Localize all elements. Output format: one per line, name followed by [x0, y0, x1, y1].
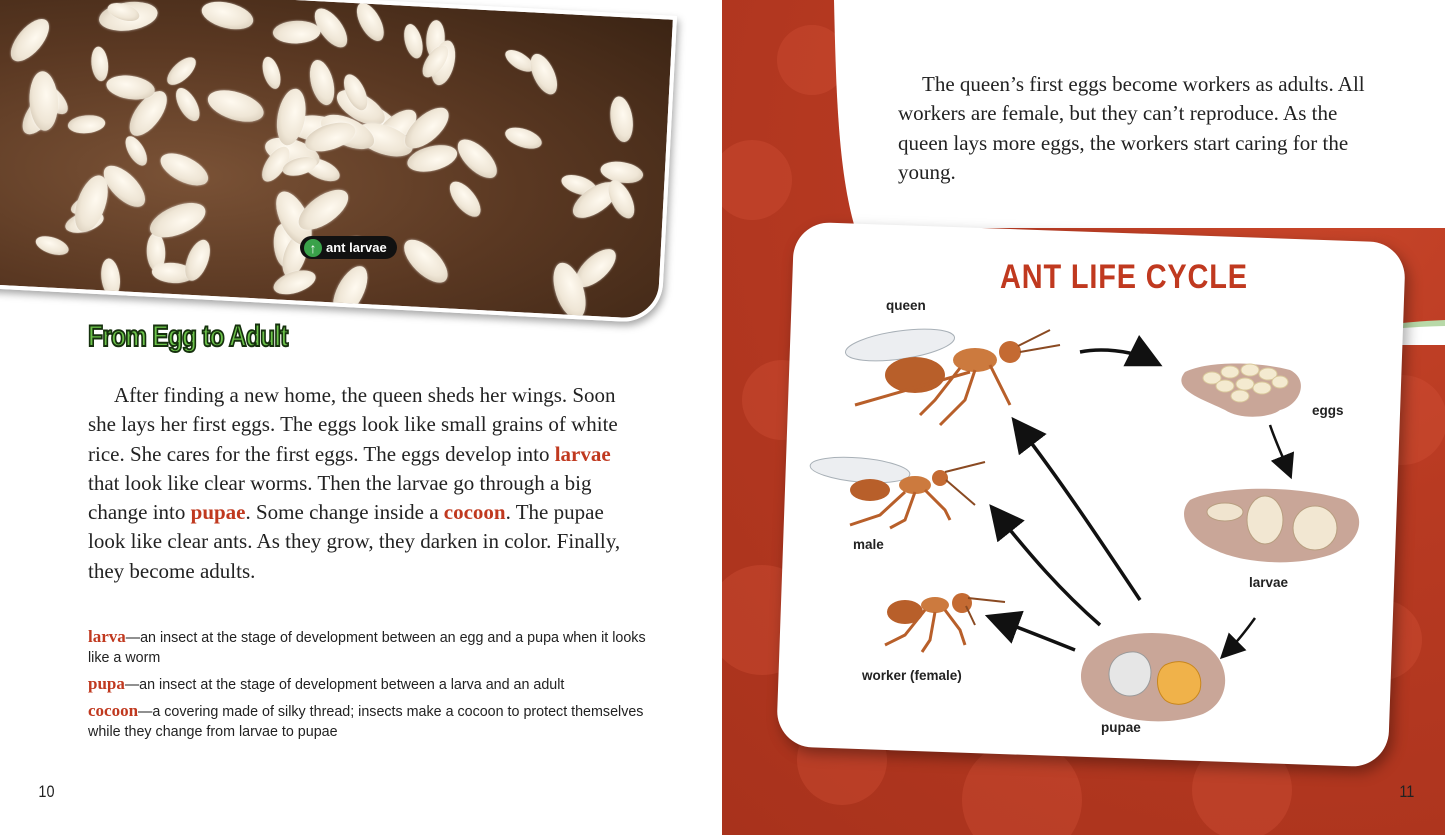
glossary-definition: —an insect at the stage of development between a larva and an adult [124, 677, 565, 693]
male-ant-icon [809, 454, 985, 528]
arrow-pupae-to-worker [998, 620, 1075, 650]
highlighted-term: cocoon [443, 500, 506, 525]
label-eggs: eggs [1312, 403, 1344, 418]
arrow-pupae-to-male [998, 515, 1100, 625]
paragraph-segment: . Some change inside a [245, 500, 444, 525]
highlighted-term: pupae [190, 500, 246, 525]
photo-caption-text: ant larvae [326, 240, 387, 255]
pupae-icon [1081, 633, 1225, 721]
label-worker: worker (female) [862, 668, 962, 683]
glossary-definition: —an insect at the stage of development between an egg and a pupa when it looks like a worm [88, 630, 646, 666]
label-queen: queen [886, 298, 926, 313]
highlighted-term: larvae [554, 441, 611, 466]
diagram-title: ANT LIFE CYCLE [1000, 258, 1248, 296]
label-larvae: larvae [1249, 575, 1289, 590]
eggs-icon [1181, 364, 1301, 417]
arrow-queen-to-eggs [1080, 350, 1150, 360]
arrow-eggs-to-larvae [1270, 425, 1288, 470]
arrow-pupae-to-queen [1020, 428, 1140, 600]
glossary-word: pupa [88, 674, 125, 693]
up-arrow-icon: ↑ [304, 239, 322, 257]
section-heading: From Egg to Adult [88, 320, 288, 353]
glossary-word: cocoon [88, 701, 139, 720]
paragraph-segment: . The pupae look like clear ants. As they grow, they darken in color. Finally, they become adults. [88, 500, 621, 583]
page-number-right: 11 [1399, 782, 1415, 801]
label-male: male [853, 537, 884, 552]
larvae-icon [1184, 489, 1359, 563]
glossary-definition: —a covering made of silky thread; insects make a cocoon to protect themselves while they change from larvae to pupae [88, 704, 644, 740]
paragraph-segment: that look like clear worms. Then the larvae go through a big change into [88, 470, 592, 525]
worker-ant-icon [885, 593, 1005, 652]
arrow-larvae-to-pupae [1227, 618, 1255, 652]
label-pupae: pupae [1101, 720, 1141, 735]
glossary-word: larva [88, 627, 126, 646]
page-number-left: 10 [38, 782, 55, 801]
queen-ant-icon [844, 323, 1060, 425]
right-paragraph: The queen’s first eggs become workers as adults. All workers are female, but they can’t reproduce. As the queen lays more eggs, the workers start caring for the young. [898, 72, 1365, 184]
paragraph-segment: After finding a new home, the queen sheds her wings. Soon she lays her first eggs. The eggs look like small grains of white rice. She cares for the first eggs. The eggs develop into [88, 383, 618, 466]
